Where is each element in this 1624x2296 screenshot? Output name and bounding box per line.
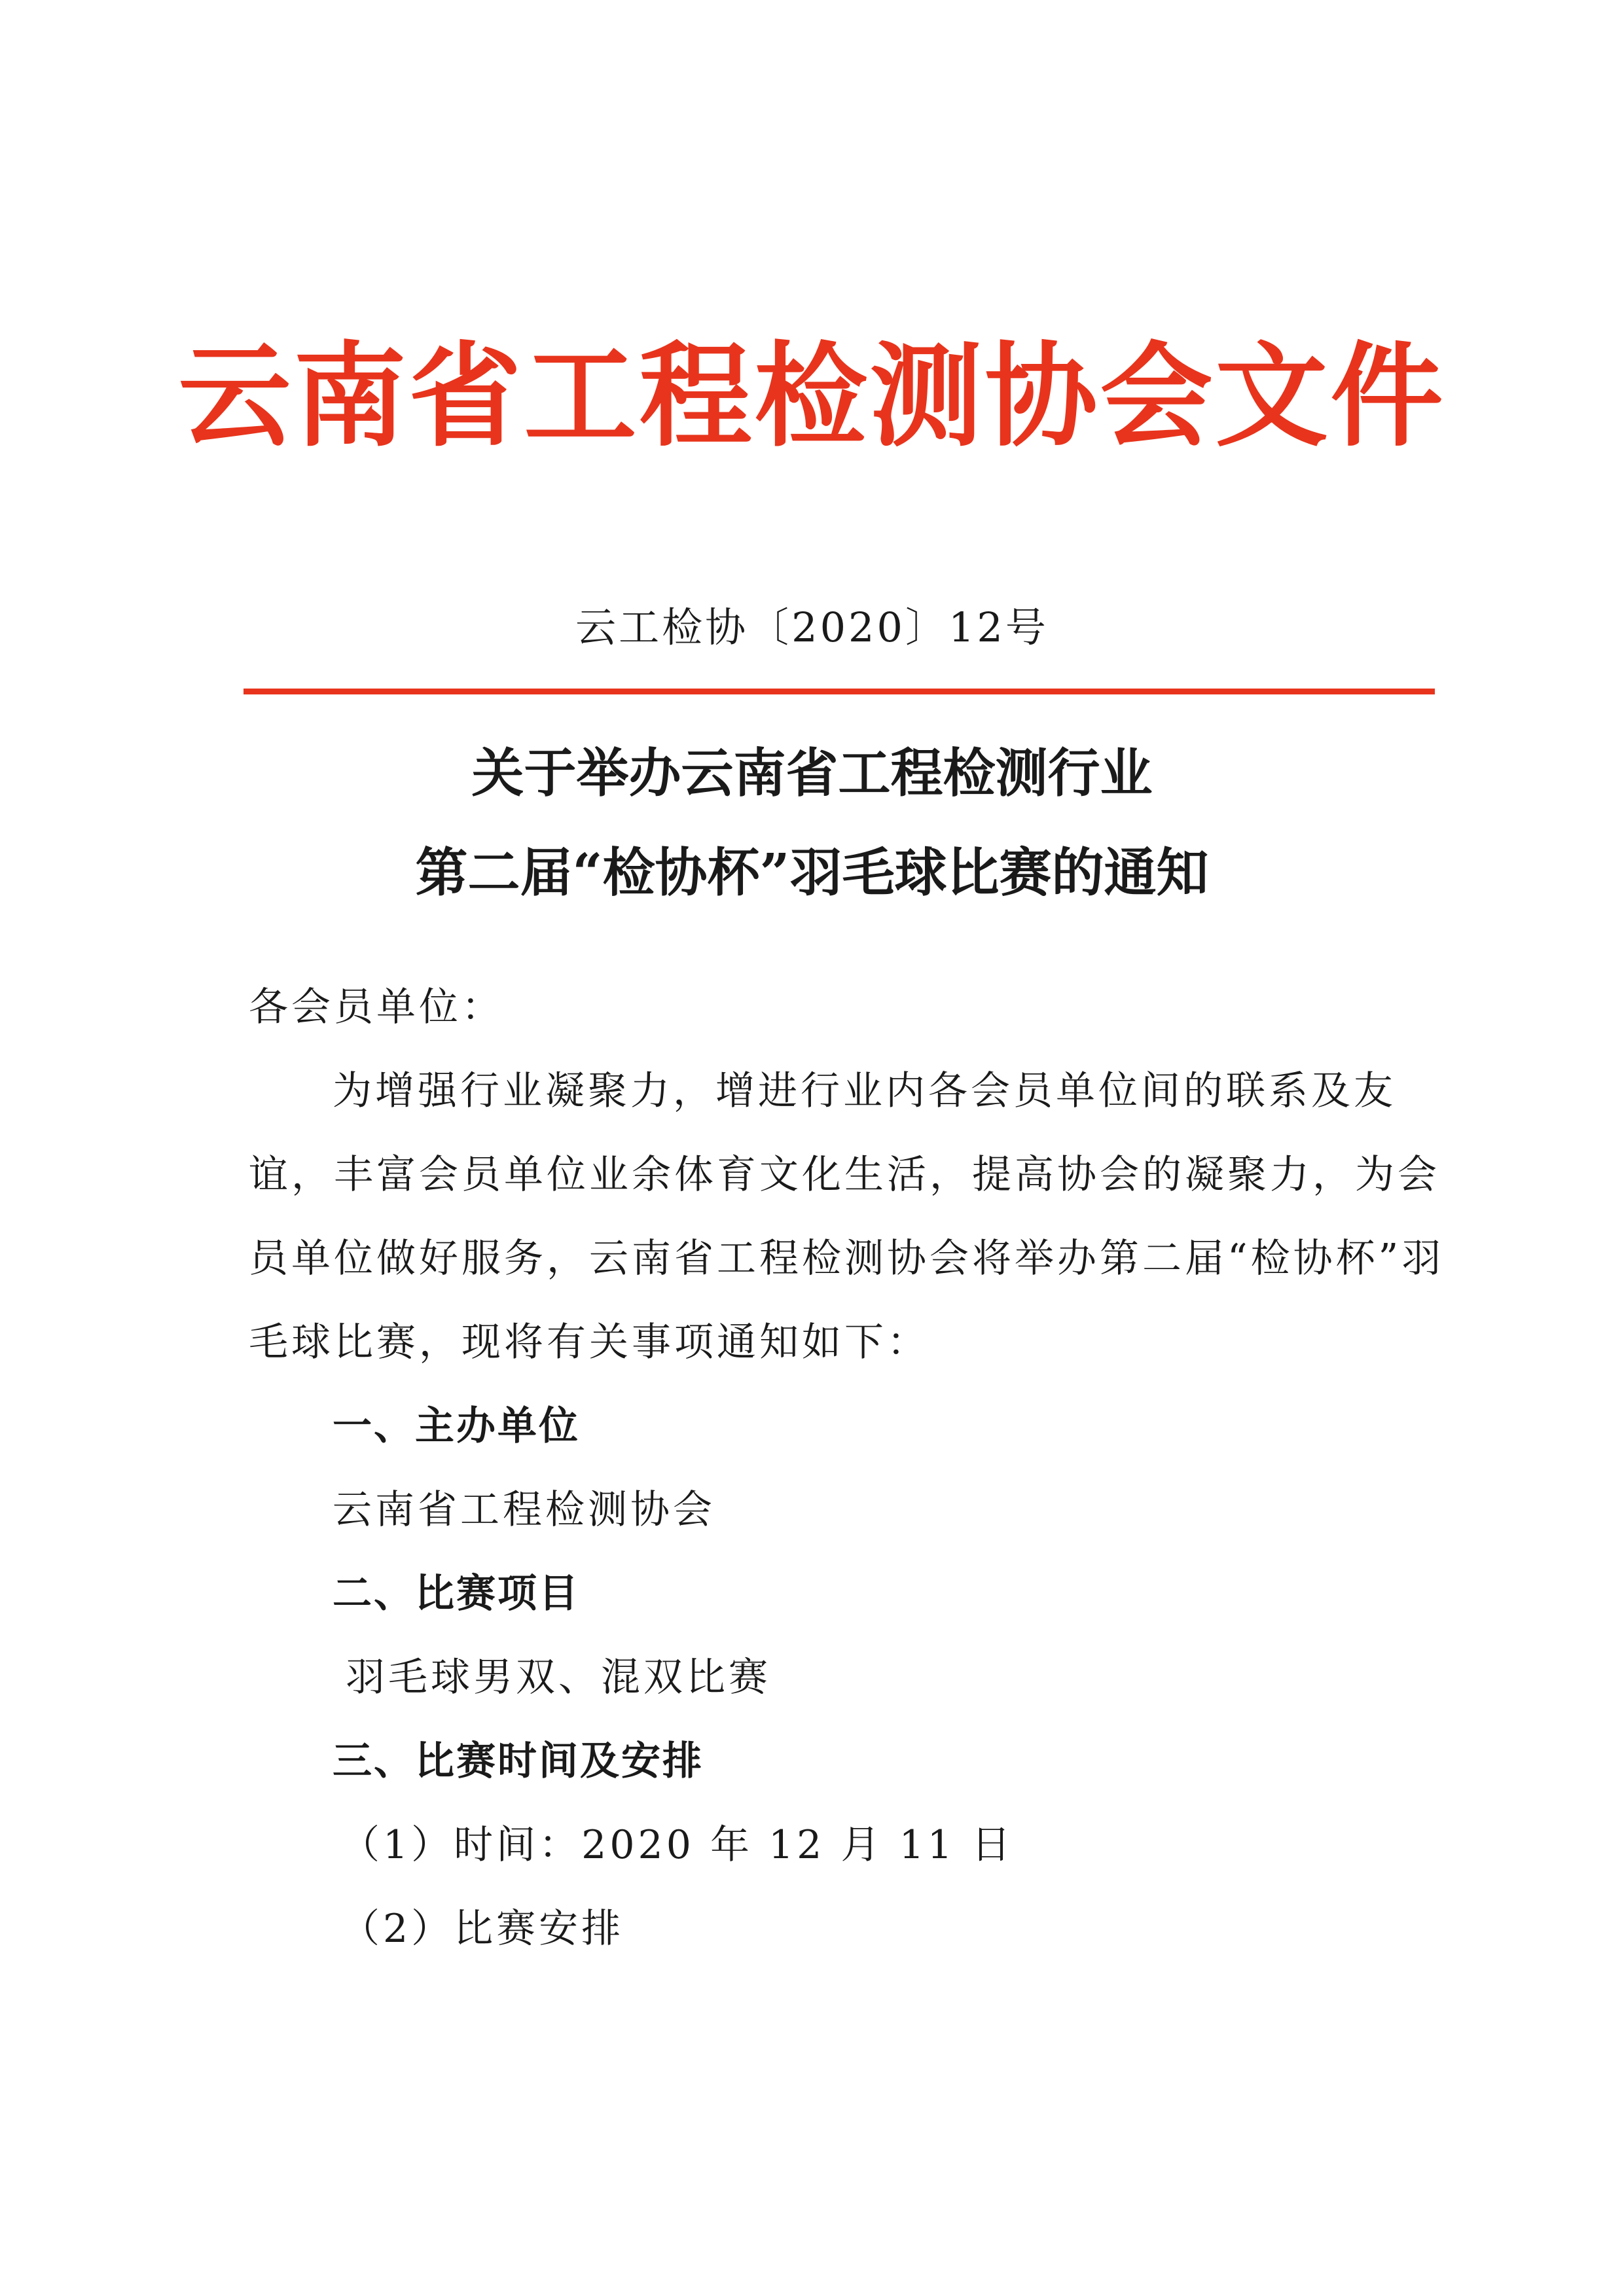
section-schedule-arrangement: （2）比赛安排 [340,1906,624,1952]
document-masthead: 云南省工程检测协会文件 [178,331,1446,462]
section-heading-organizer: 一、主办单位 [333,1403,580,1449]
section-heading-events: 二、比赛项目 [333,1571,580,1617]
notice-title-line-2: 第二届“检协杯”羽毛球比赛的通知 [415,842,1209,903]
section-schedule-time: （1）时间：2020 年 12 月 11 日 [340,1822,1014,1868]
section-heading-schedule: 三、比赛时间及安排 [333,1738,704,1784]
intro-paragraph: 为增强行业凝聚力，增进行业内各会员单位间的联系及友谊，丰富会员单位业余体育文化生活，提高协会的凝聚力，为会员单位做好服务，云南省工程检测协会将举办第二届“检协杯”羽毛球比赛，现将有关事项通知如下： [249,1068,1445,1365]
section-organizer-text: 云南省工程检测协会 [333,1487,715,1533]
section-events-text: 羽毛球男双、混双比赛 [346,1655,771,1700]
notice-title-line-1: 关于举办云南省工程检测行业 [471,742,1153,804]
notice-body [249,965,1447,1971]
salutation: 各会员单位： [249,984,504,1030]
document-number: 云工检协〔2020〕12号 [575,603,1049,651]
notice-title [0,723,1624,922]
red-separator-line [244,689,1435,694]
